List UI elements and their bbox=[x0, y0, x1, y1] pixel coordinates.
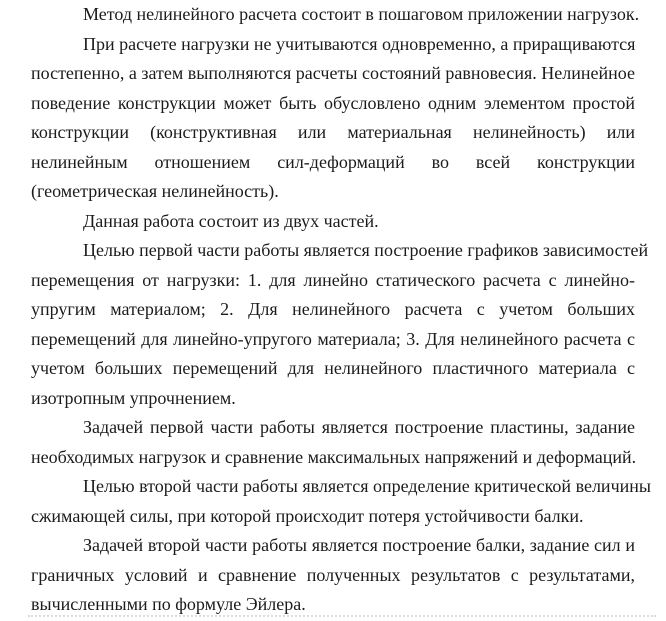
text-line: изотропным упрочнением. bbox=[31, 387, 236, 408]
text-line: Данная работа состоит из двух частей. bbox=[83, 210, 379, 231]
text-line: Метод нелинейного расчета состоит в пошаговом приложении нагрузок. bbox=[83, 4, 640, 24]
cutoff-element-edge bbox=[28, 615, 656, 617]
text-line: При расчете нагрузки не учитываются одновременно, а приращиваются bbox=[83, 33, 636, 54]
text-line: Задачей первой части работы является построение пластины, задание bbox=[83, 417, 635, 437]
text-line: упругим материалом; 2. Для нелинейного расчета с учетом больших bbox=[31, 299, 635, 319]
paragraph bbox=[31, 0, 640, 30]
text-line: Целью второй части работы является определение критической величины bbox=[83, 476, 651, 496]
text-line: учетом больших перемещений для нелинейного пластичного материала с bbox=[31, 358, 635, 378]
text-line: постепенно, а затем выполняются расчеты состояний равновесия. Нелинейное bbox=[31, 63, 635, 83]
text-line: перемещений для линейно-упругого материала; 3. Для нелинейного расчета с bbox=[31, 328, 635, 349]
text-line: сжимающей силы, при которой происходит потеря устойчивости балки. bbox=[31, 505, 584, 526]
text-line: поведение конструкции может быть обусловлено одним элементом простой bbox=[31, 92, 635, 113]
text-line: (геометрическая нелинейность). bbox=[31, 181, 279, 201]
text-line: Целью первой части работы является построение графиков зависимостей bbox=[83, 240, 649, 260]
paragraph bbox=[31, 531, 635, 620]
text-line: вычисленными по формуле Эйлера. bbox=[31, 594, 306, 614]
paragraph bbox=[31, 413, 635, 472]
text-line: необходимых нагрузок и сравнение максимальных напряжений и деформаций. bbox=[31, 446, 637, 467]
text-line: конструкции (конструктивная или материальная нелинейность) или bbox=[31, 122, 635, 142]
text-line: граничных условий и сравнение полученных результатов с результатами, bbox=[31, 564, 635, 585]
paragraph bbox=[31, 472, 651, 531]
paragraph bbox=[31, 236, 649, 413]
text-line: перемещения от нагрузки: 1. для линейно статического расчета с линейно- bbox=[31, 269, 635, 290]
text-line: нелинейным отношением сил-деформаций во всей конструкции bbox=[31, 151, 635, 172]
paragraph bbox=[31, 207, 635, 237]
text-line: Задачей второй части работы является построение балки, задание сил и bbox=[83, 535, 635, 555]
paragraph bbox=[31, 30, 635, 207]
